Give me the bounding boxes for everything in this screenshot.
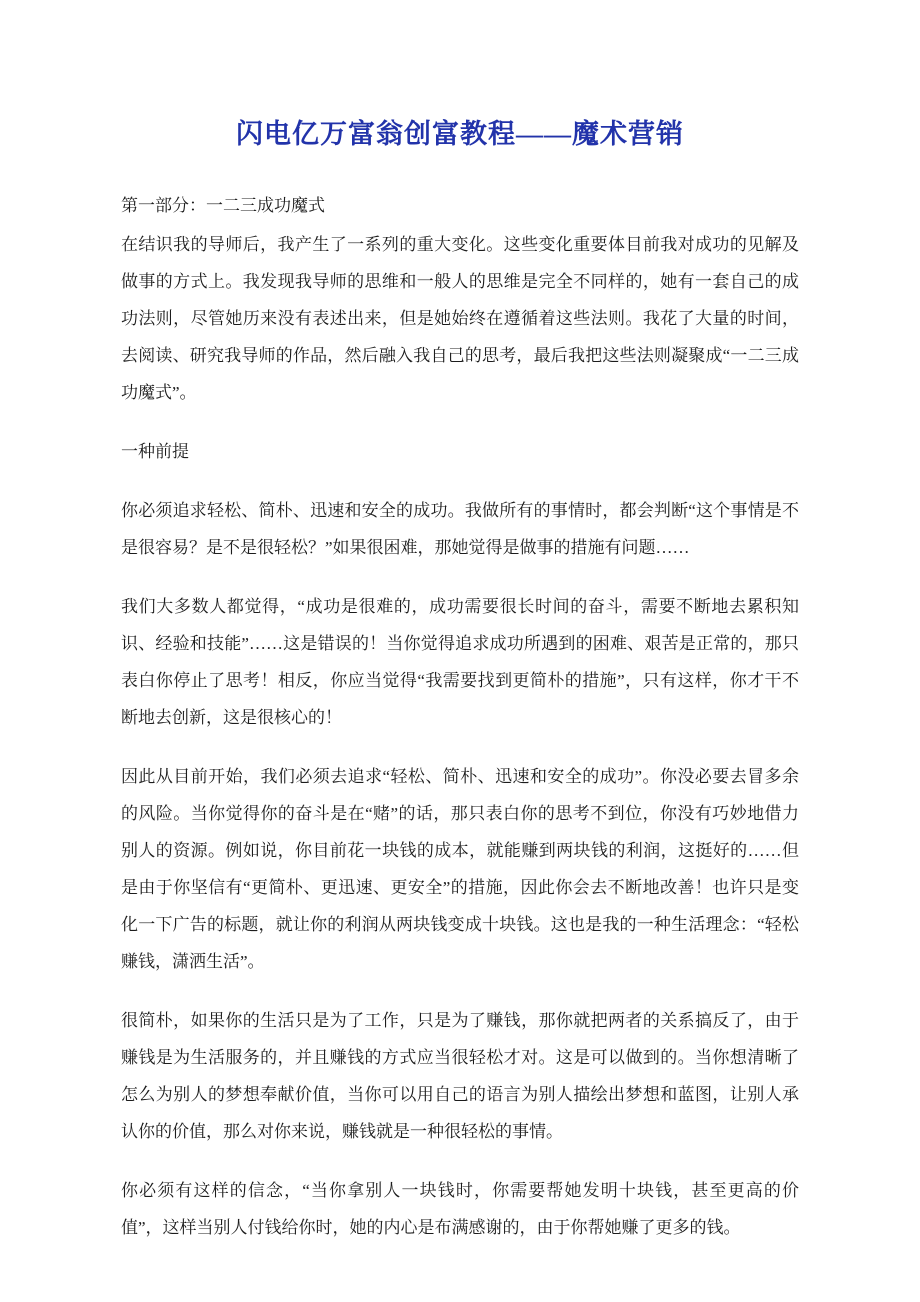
paragraph: 你必须有这样的信念，“当你拿别人一块钱时，你需要帮她发明十块钱，甚至更高的价值”，这样当别人付钱给你时，她的内心是布满感谢的，由于你帮她赚了更多的钱。 [121,1181,799,1237]
paragraph: 我们大多数人都觉得，“成功是很难的，成功需要很长时间的奋斗，需要不断地去累积知识、经验和技能”……这是错误的！当你觉得追求成功所遇到的困难、艰苦是正常的，那只表白你停止了思考！相反，你应当觉得“我需要找到更简朴的措施”，只有这样，你才干不断地去创新，这是很核心的！ [121,597,799,727]
paragraph: 因此从目前开始，我们必须去追求“轻松、简朴、迅速和安全的成功”。你没必要去冒多余的风险。当你觉得你的奋斗是在“赌”的话，那只表白你的思考不到位，你没有巧妙地借力别人的资源。例如说，你目前花一块钱的成本，就能赚到两块钱的利润，这挺好的……但是由于你坚信有“更简朴、更迅速、更安全”的措施，因此你会去不断地改善！也许只是变化一下广告的标题，就让你的利润从两块钱变成十块钱。这也是我的一种生活理念：“轻松赚钱，潇洒生活”。 [121,767,799,971]
paragraph: 很简朴，如果你的生活只是为了工作，只是为了赚钱，那你就把两者的关系搞反了，由于赚钱是为生活服务的，并且赚钱的方式应当很轻松才对。这是可以做到的。当你想清晰了怎么为别人的梦想奉献价值，当你可以用自己的语言为别人描绘出梦想和蓝图，让别人承认你的价值，那么对你来说，赚钱就是一种很轻松的事情。 [121,1011,799,1141]
paragraph: 在结识我的导师后，我产生了一系列的重大变化。这些变化重要体目前我对成功的见解及做事的方式上。我发现我导师的思维和一般人的思维是完全不同样的，她有一套自己的成功法则，尽管她历来没有表述出来，但是她始终在遵循着这些法则。我花了大量的时间，去阅读、研究我导师的作品，然后融入我自己的思考，最后我把这些法则凝聚成“一二三成功魔式”。 [121,235,799,402]
paragraph: 你必须追求轻松、简朴、迅速和安全的成功。我做所有的事情时，都会判断“这个事情是不是很容易？是不是很轻松？”如果很困难，那她觉得是做事的措施有问题…… [121,501,799,557]
document-body [121,187,799,1246]
sub-heading: 一种前提 [121,442,189,461]
document-title: 闪电亿万富翁创富教程——魔术营销 [236,119,684,149]
section-heading: 第一部分：一二三成功魔式 [121,196,325,215]
